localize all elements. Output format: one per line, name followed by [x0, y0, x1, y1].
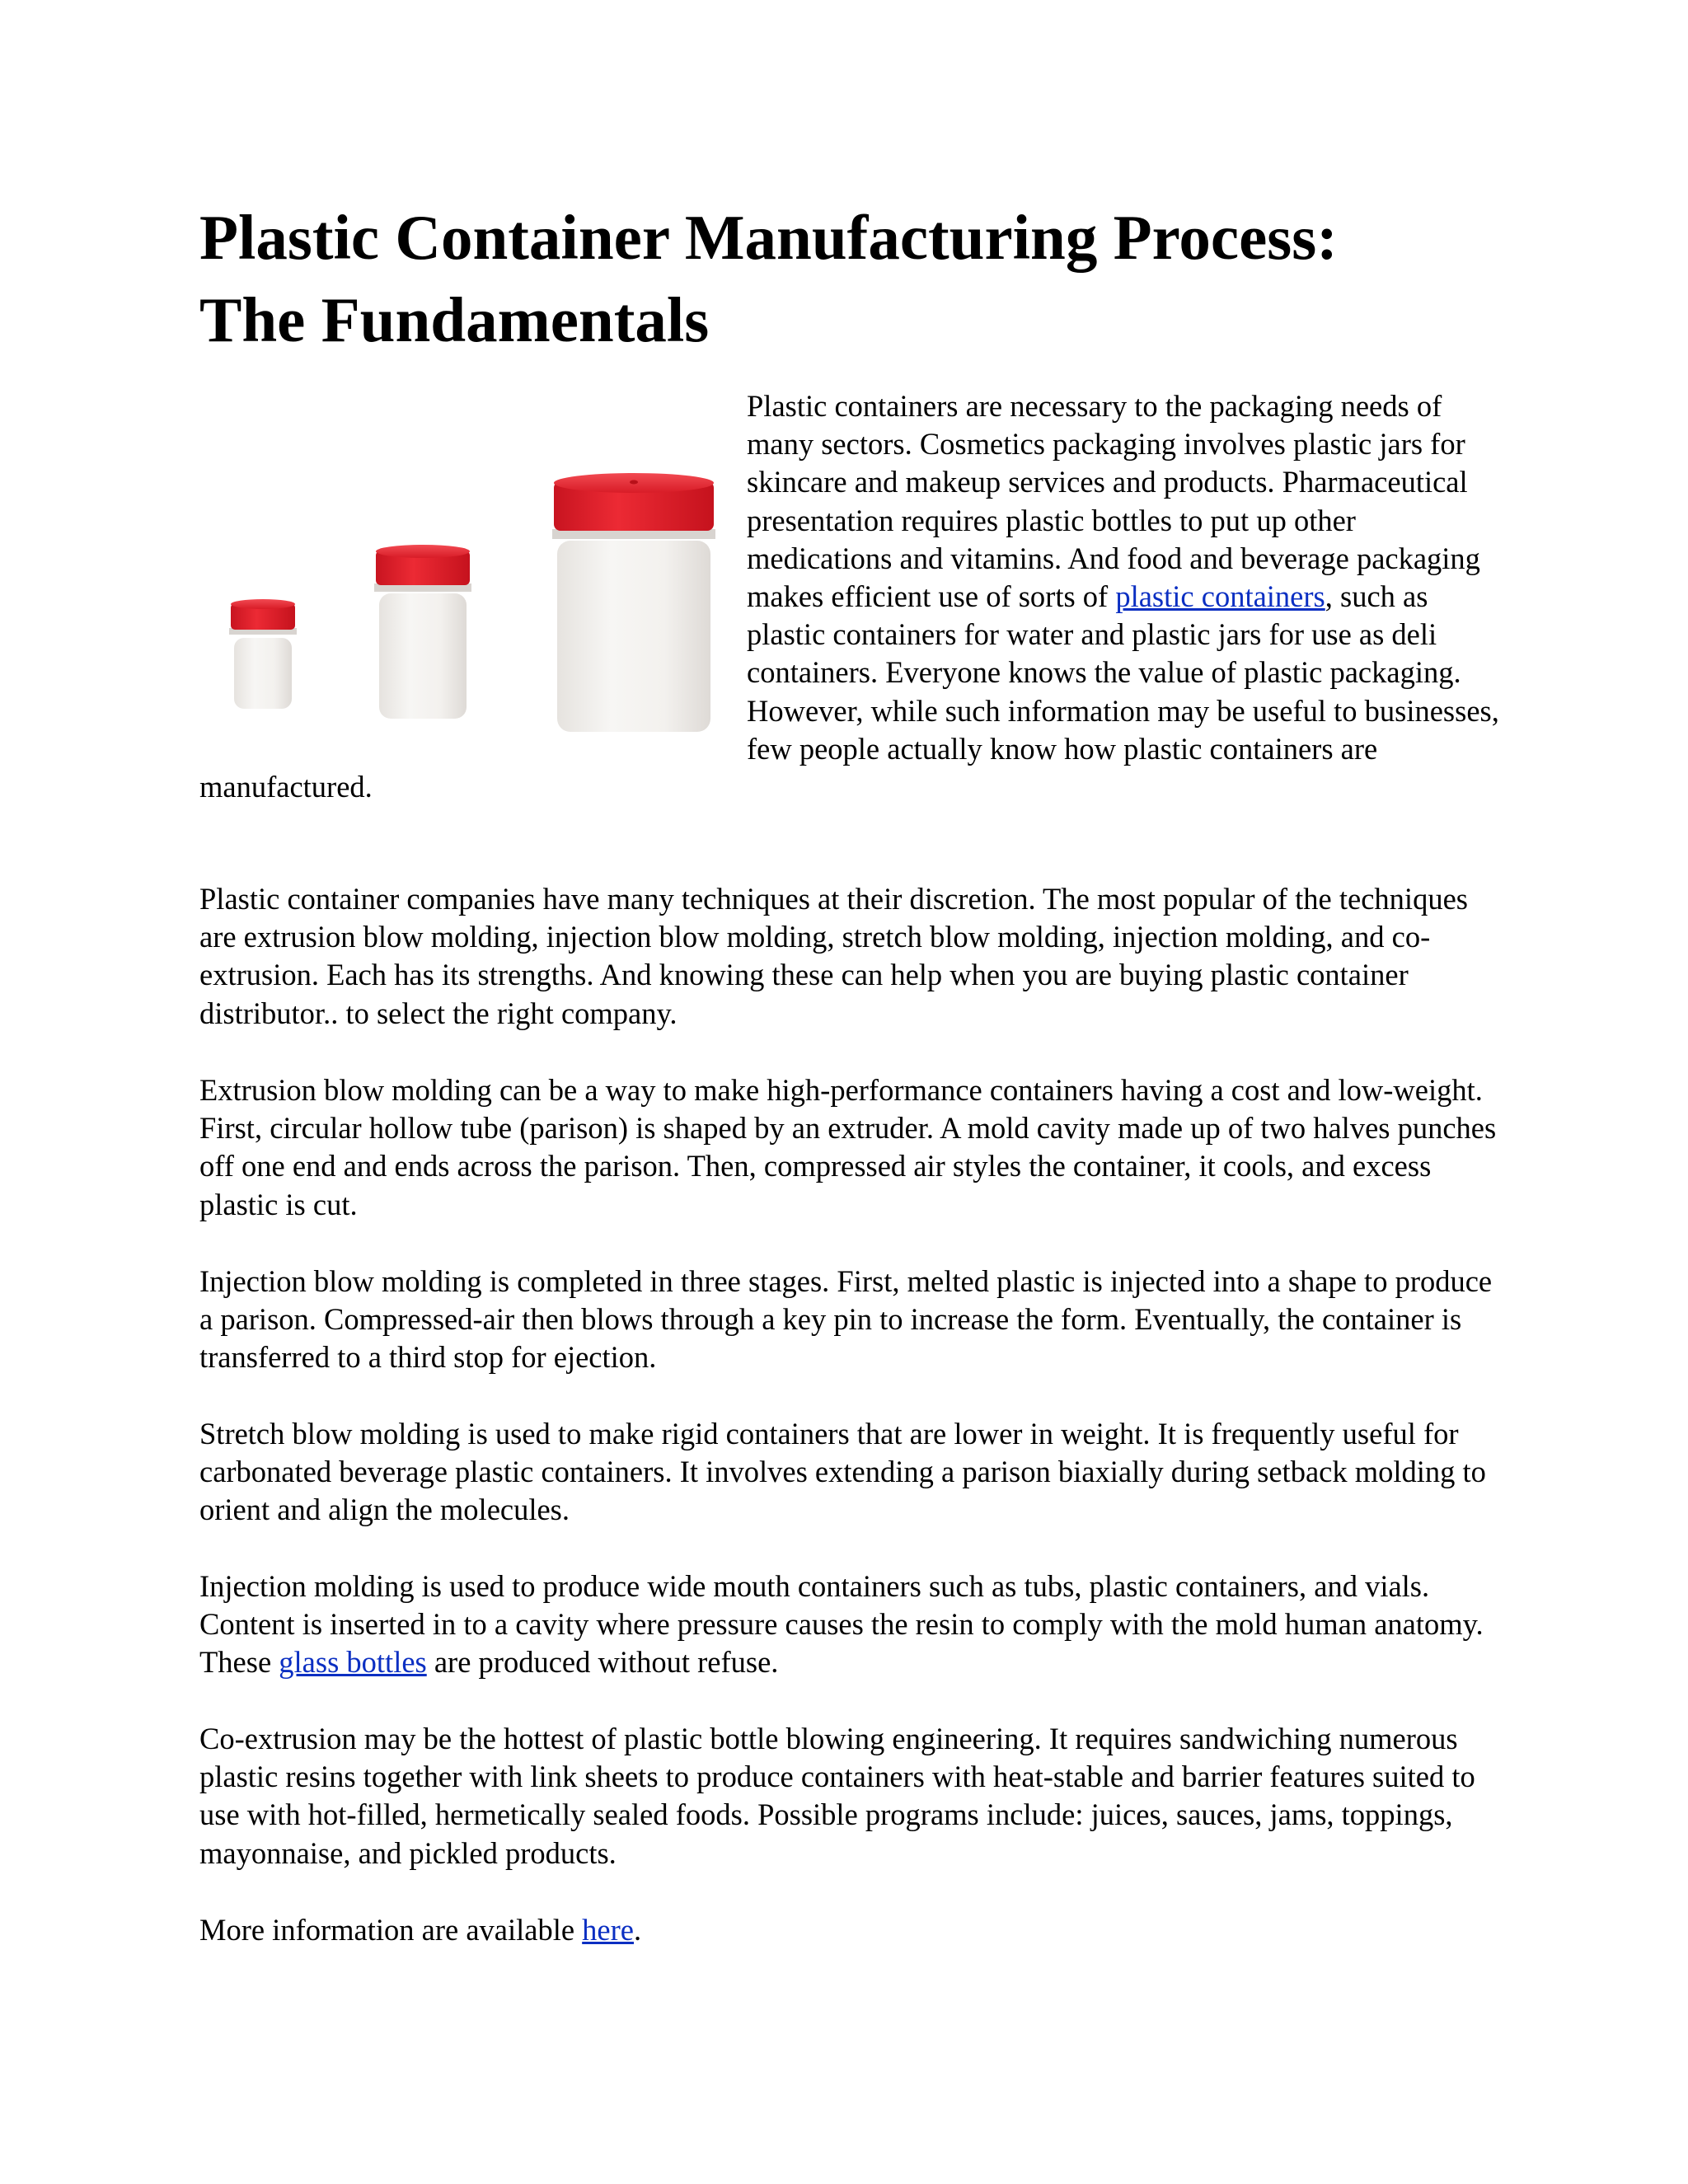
image-wrap-spacer	[199, 387, 747, 768]
injection-molding-text-b: are produced without refuse.	[426, 1645, 779, 1680]
paragraph-techniques: Plastic container companies have many techniques at their discretion. The most popular of the techniques are extrusion blow molding, injection blow molding, stretch blow molding, injection molding, and co-extrusion. Each has its strengths. And knowing these can help when you are buying plastic container distributor.. to select the right company.	[199, 882, 1468, 1030]
paragraph-more-information	[199, 1911, 1502, 1949]
glass-bottles-link[interactable]: glass bottles	[279, 1645, 427, 1680]
intro-paragraph	[199, 387, 1502, 806]
intro-text-b: , such as plastic containers for water and plastic jars for use as deli containers. Everyone knows the value of plastic packaging. However, while such information may be useful to businesses, few people actually know how plastic containers are manufactured.	[199, 579, 1499, 804]
paragraph-co-extrusion: Co-extrusion may be the hottest of plastic bottle blowing engineering. It requires sandwiching numerous plastic resins together with link sheets to produce containers with heat-stable and barrier features suited to use with hot-filled, hermetically sealed foods. Possible programs include: juices, sauces, jams, toppings, mayonnaise, and pickled products.	[199, 1722, 1475, 1870]
paragraph-injection-blow-molding: Injection blow molding is completed in three stages. First, melted plastic is injected into a shape to produce a parison. Compressed-air then blows through a key pin to increase the form. Eventually, the container is transferred to a third stop for ejection.	[199, 1264, 1493, 1375]
title-line-1: Plastic Container Manufacturing Process:	[199, 202, 1338, 273]
more-info-period: .	[633, 1913, 642, 1947]
title-line-2: The Fundamentals	[199, 284, 710, 355]
intro-text-a: Plastic containers are necessary to the packaging needs of many sectors. Cosmetics packaging involves plastic jars for skincare and makeup services and products. Pharmaceutical presentation requires plastic bottles to put up other medications and vitamins. And food and beverage packaging makes efficient use of sorts of	[747, 389, 1480, 614]
plastic-containers-link[interactable]: plastic containers	[1115, 579, 1325, 614]
page-title	[199, 196, 1502, 361]
paragraph-injection-molding	[199, 1568, 1502, 1682]
here-link[interactable]: here	[582, 1913, 634, 1947]
more-info-text: More information are available	[199, 1913, 583, 1947]
injection-molding-text-a: Injection molding is used to produce wide mouth containers such as tubs, plastic containers, and vials. Content is inserted in to a cavity where pressure causes the resin to comply with the mold human anatomy. These	[199, 1569, 1484, 1680]
paragraph-extrusion-blow-molding: Extrusion blow molding can be a way to make high-performance containers having a cost and low-weight. First, circular hollow tube (parison) is shaped by an extruder. A mold cavity made up of two halves punches off one end and ends across the parison. Then, compressed air styles the container, it cools, and excess plastic is cut.	[199, 1073, 1497, 1221]
paragraph-stretch-blow-molding: Stretch blow molding is used to make rigid containers that are lower in weight. It is frequently useful for carbonated beverage plastic containers. It involves extending a parison biaxially during setback molding to orient and align the molecules.	[199, 1417, 1486, 1527]
